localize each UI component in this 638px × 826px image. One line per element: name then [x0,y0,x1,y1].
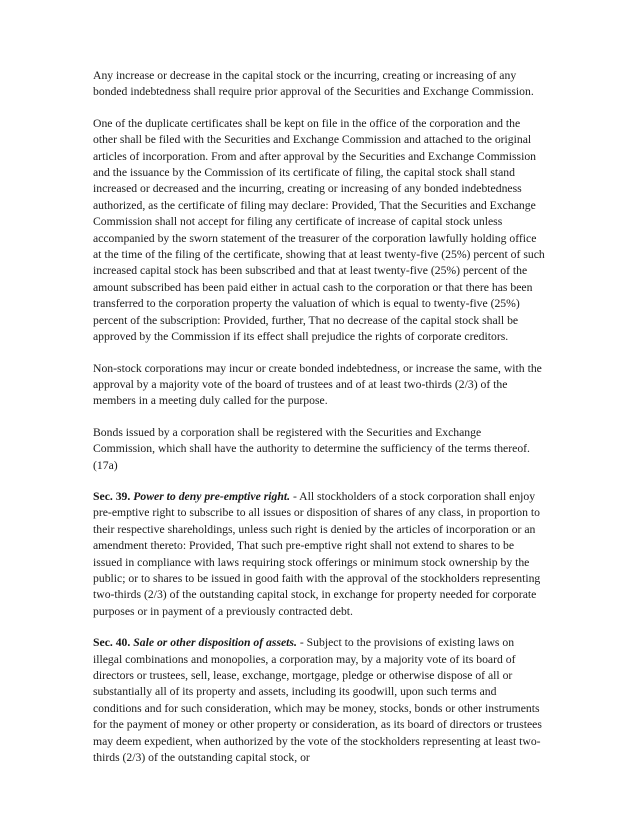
section-39-number: Sec. 39. [93,489,131,503]
paragraph-bonds-registration: Bonds issued by a corporation shall be registered with the Securities and Exchange Commission, which shall have the authority to determine the sufficiency of the terms thereof. (17a) [93,425,530,472]
paragraph-capital-stock-approval: Any increase or decrease in the capital stock or the incurring, creating or increasing of any bonded indebtedness shall require prior approval of the Securities and Exchange Commission. [93,69,534,99]
section-40-body: - Subject to the provisions of existing laws on illegal combinations and monopolies, a corporation may, by a majority vote of its board of directors or trustees, sell, lease, exchange, mortgage, pledge or otherwise dispose of all or substantially all of its property and assets, including its goodwill, upon such terms and conditions and for such consideration, which may be money, stocks, bonds or other instruments for the payment of money or other property or consideration, as its board of directors or trustees may deem expedient, when authorized by the vote of the stockholders representing at least two-thirds (2/3) of the outstanding capital stock, or [93,636,542,765]
section-39 [93,489,545,620]
section-40 [93,635,545,766]
section-40-title: Sale or other disposition of assets. [133,636,297,650]
document-page [93,68,545,781]
section-40-number: Sec. 40. [93,636,131,650]
paragraph-non-stock-corporations: Non-stock corporations may incur or create bonded indebtedness, or increase the same, with the approval by a majority vote of the board of trustees and of at least two-thirds (2/3) of the members in a meeting duly called for the purpose. [93,361,542,408]
paragraph-duplicate-certificates: One of the duplicate certificates shall be kept on file in the office of the corporation and the other shall be filed with the Securities and Exchange Commission and attached to the original articles of incorporation. From and after approval by the Securities and Exchange Commission and the issuance by the Commission of its certificate of filing, the capital stock shall stand increased or decreased and the incurring, creating or increasing of any bonded indebtedness authorized, as the certificate of filing may declare: Provided, That the Securities and Exchange Commission shall not accept for filing any certificate of increase of capital stock unless accompanied by the sworn statement of the treasurer of the corporation lawfully holding office at the time of the filing of the certificate, showing that at least twenty-five (25%) percent of such increased capital stock has been subscribed and that at least twenty-five (25%) percent of the amount subscribed has been paid either in actual cash to the corporation or that there has been transferred to the corporation property the valuation of which is equal to twenty-five (25%) percent of the subscription: Provided, further, That no decrease of the capital stock shall be approved by the Commission if its effect shall prejudice the rights of corporate creditors. [93,116,545,344]
section-39-body: - All stockholders of a stock corporation shall enjoy pre-emptive right to subscribe to all issues or disposition of shares of any class, in proportion to their respective shareholdings, unless such right is denied by the articles of incorporation or an amendment thereto: Provided, That such pre-emptive right shall not extend to shares to be issued in compliance with laws requiring stock offerings or minimum stock ownership by the public; or to shares to be issued in good faith with the approval of the stockholders representing two-thirds (2/3) of the outstanding capital stock, in exchange for property needed for corporate purposes or in payment of a previously contracted debt. [93,489,541,618]
section-39-title: Power to deny pre-emptive right. [133,489,291,503]
